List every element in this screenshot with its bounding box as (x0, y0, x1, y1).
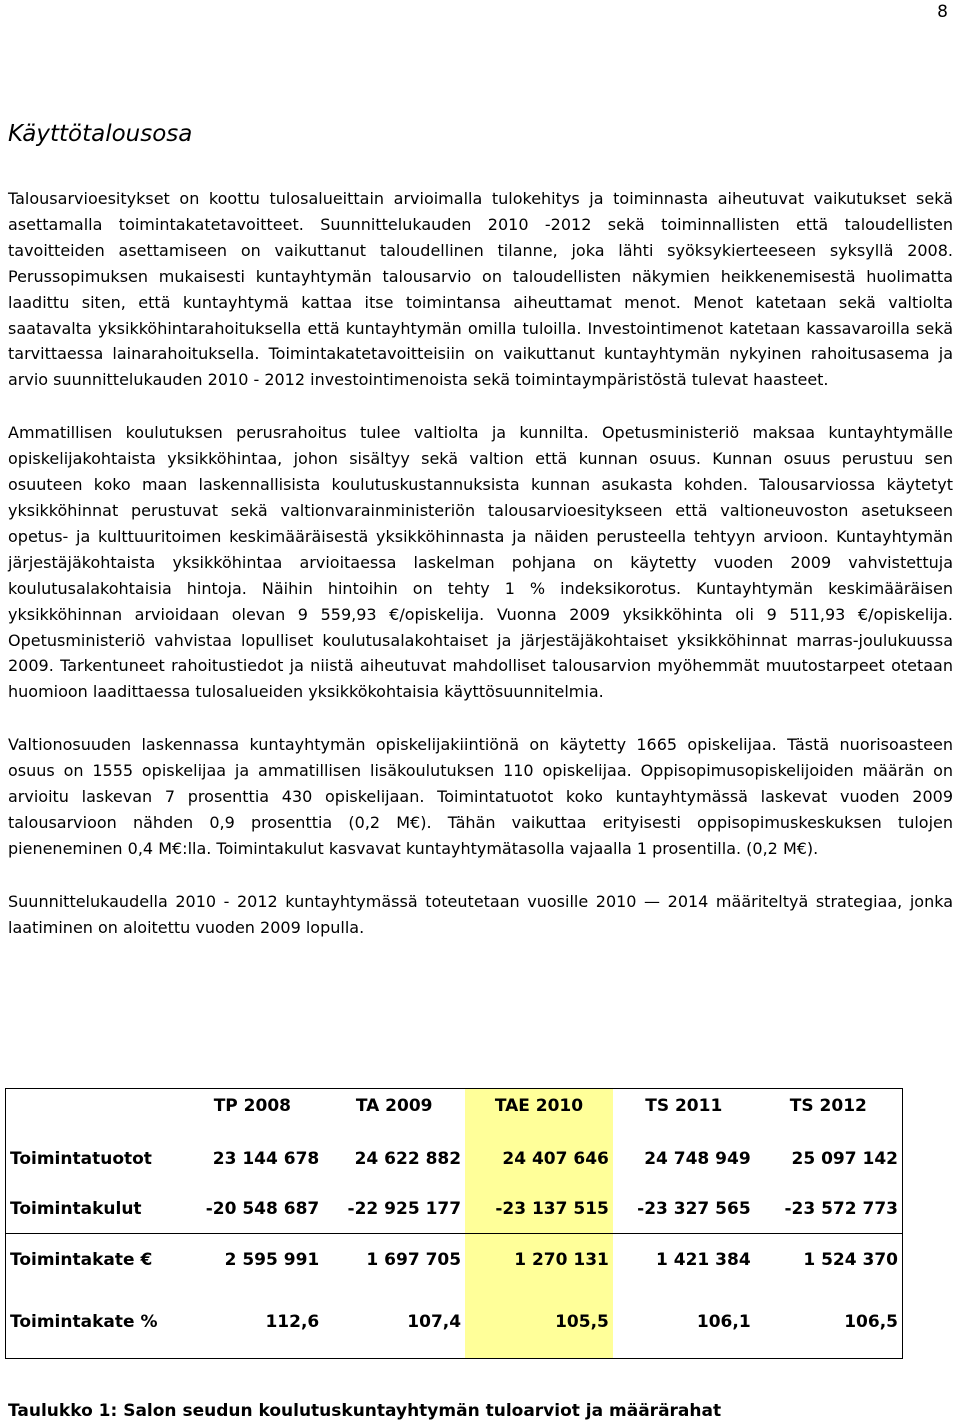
table-header-cell-highlighted: TAE 2010 (465, 1089, 613, 1124)
table-header-row (6, 1089, 903, 1124)
table-cell-highlighted: -23 137 515 (465, 1185, 613, 1234)
table-cell: 107,4 (407, 1312, 462, 1332)
table-header-cell: TP 2008 (213, 1096, 291, 1116)
paragraph-strategy: Suunnittelukaudella 2010 - 2012 kuntayhtymässä toteutetaan vuosille 2010 — 2014 määriteltyä strategiaa, jonka laatiminen on aloitettu vuoden 2009 lopulla. (8, 891, 953, 937)
table-row (6, 1234, 903, 1287)
table-cell: 1 421 384 (656, 1250, 751, 1270)
row-label: Toimintakate € (10, 1250, 153, 1270)
table-cell-highlighted: 105,5 (465, 1286, 613, 1359)
table-cell: -23 327 565 (613, 1185, 755, 1234)
row-label: Toimintatuotot (10, 1149, 152, 1169)
table-row (6, 1286, 903, 1359)
table-cell: 2 595 991 (224, 1250, 320, 1270)
budget-table (5, 1088, 903, 1359)
paragraph-student-quota: Valtionosuuden laskennassa kuntayhtymän opiskelijakiintiönä on käytetty 1665 opiskelijaa. Tästä nuorisoasteen osuus on 1555 opiskelijaa ja ammatillisen lisäkoulutuksen 110 opiskelijaa. Oppisopimusopiskelijoiden määrän on arvioitu laskevan 7 prosenttia 430 opiskelijaan. Toimintatuotot koko kuntayhtymässä laskevat vuoden 2009 talousarvioon nähden 0,9 prosenttia (0,2 M€). Tähän vaikuttaa erityisesti oppisopimuskeskuksen tulojen pieneneminen 0,4 M€:lla. Toimintakulut kasvavat kuntayhtymätasolla vajaalla 1 prosentilla. (0,2 M€). (8, 735, 953, 858)
table-header-cell: TS 2011 (645, 1096, 723, 1116)
row-label: Toimintakate % (10, 1312, 158, 1332)
row-label: Toimintakulut (6, 1185, 182, 1234)
table-cell: -20 548 687 (181, 1185, 323, 1234)
table-row (6, 1185, 903, 1234)
table-header-cell: TS 2012 (789, 1096, 867, 1116)
table-cell: 112,6 (265, 1312, 320, 1332)
budget-table-container (5, 1088, 903, 1359)
table-caption: Taulukko 1: Salon seudun koulutuskuntayhtymän tuloarviot ja määrärahat (8, 1401, 722, 1421)
table-cell: 1 524 370 (803, 1250, 898, 1270)
table-cell: 1 697 705 (366, 1250, 462, 1270)
body-text (8, 186, 953, 968)
table-cell: -22 925 177 (323, 1185, 465, 1234)
table-cell-highlighted: 1 270 131 (465, 1234, 613, 1287)
table-cell: 25 097 142 (791, 1149, 898, 1169)
page-number: 8 (937, 2, 948, 22)
table-header-cell (6, 1089, 182, 1124)
table-cell: 24 622 882 (354, 1149, 462, 1169)
table-cell: 24 748 949 (644, 1149, 751, 1169)
table-cell: 23 144 678 (212, 1149, 320, 1169)
section-heading: Käyttötalousosa (8, 121, 193, 147)
table-cell: 106,1 (696, 1312, 751, 1332)
table-row (6, 1123, 903, 1185)
table-cell-highlighted: 24 407 646 (465, 1123, 613, 1185)
table-header-cell: TA 2009 (355, 1096, 433, 1116)
table-cell: -23 572 773 (755, 1185, 903, 1234)
table-cell: 106,5 (844, 1312, 898, 1332)
paragraph-funding: Ammatillisen koulutuksen perusrahoitus tulee valtiolta ja kunnilta. Opetusministeriö maksaa kuntayhtymälle opiskelijakohtaista yksikköhintaa, johon sisältyy sekä valtion että kunnan osuus. Kunnan osuus perustuu sen osuuteen koko maan laskennallisista koulutuskustannuksista kunnan asukasta kohden. Talousarviossa käytetyt yksikköhinnat perustuvat sekä valtionvarainministeriön talousarvioesitykseen että valtioneuvoston asetukseen opetus- ja kulttuuritoimen keskimääräisestä yksikköhinnasta ja näiden perusteella tehtyyn arvioon. Kuntayhtymän järjestäjäkohtaista yksikköhintaa arvioitaessa laskelman pohjana on käytetty vuoden 2009 vahvistettuja koulutusalakohtaisia hintoja. Näihin hintoihin on tehty 1 % indeksikorotus. Kuntayhtymän keskimääräisen yksikköhinnan arvioidaan olevan 9 559,93 €/opiskelija. Vuonna 2009 yksikköhinta oli 9 511,93 €/opiskelija. Opetusministeriö vahvistaa lopulliset koulutusalakohtaiset ja järjestäjäkohtaiset yksikköhinnat marras-joulukuussa 2009. Tarkentuneet rahoitustiedot ja niistä aiheutuvat mahdolliset talousarvion myöhemmät muutostarpeet otetaan huomioon laadittaessa tulosalueiden yksikkökohtaisia käyttösuunnitelmia. (8, 423, 953, 702)
paragraph-budget-overview: Talousarvioesitykset on koottu tulosalueittain arvioimalla tulokehitys ja toiminnasta aiheutuvat vaikutukset sekä asettamalla toimintakatetavoitteet. Suunnittelukauden 2010 -2012 sekä toiminnallisten että taloudellisten tavoitteiden asettamiseen on vaikuttanut taloudellinen tilanne, joka lähti syöksykierteeseen syksyllä 2008. Perussopimuksen mukaisesti kuntayhtymän talousarvio on taloudellisten näkymien heikkenemisestä huolimatta laadittu siten, että kuntayhtymä kattaa itse toimintansa aiheuttamat menot. Menot katetaan sekä valtiolta saatavalta yksikköhintarahoituksella että kuntayhtymän omilla tuloilla. Investointimenot katetaan kassavaroilla sekä tarvittaessa lainarahoituksella. Toimintakatetavoitteisiin on vaikuttanut kuntayhtymän nykyinen rahoitusasema ja arvio suunnittelukauden 2010 - 2012 investointimenoista sekä toimintaympäristöstä tulevat haasteet. (8, 189, 953, 390)
